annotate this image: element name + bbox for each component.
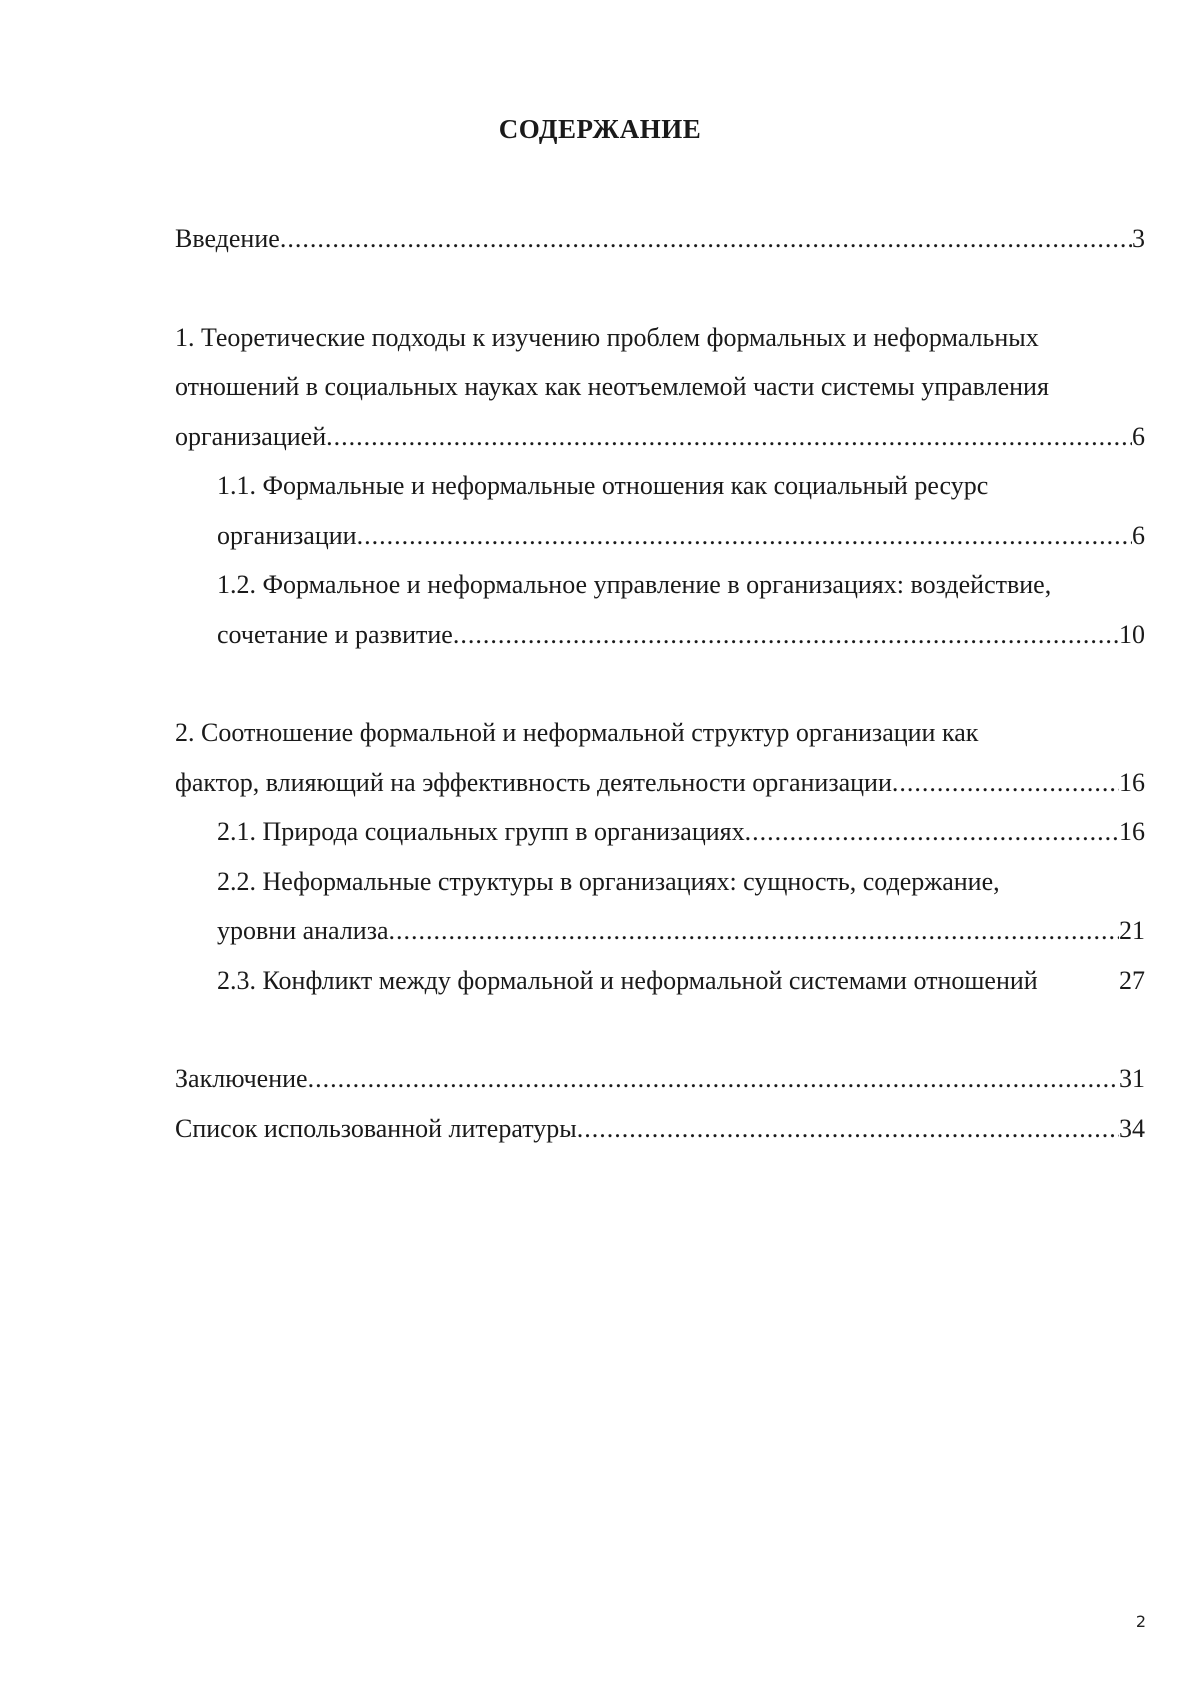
toc-entry-line	[175, 1054, 1145, 1104]
toc-page-number: 16	[1119, 767, 1145, 797]
toc-entry-bibliography[interactable]	[175, 1104, 1145, 1154]
toc-page-number: 27	[1119, 965, 1145, 995]
toc-entry-line	[175, 1104, 1145, 1154]
toc-entry-line	[175, 758, 1145, 808]
toc-entry-text: 1.1. Формальные и неформальные отношения как социальный ресурс	[217, 471, 989, 500]
toc-page-number: 3	[1132, 224, 1145, 253]
toc-entry-text: сочетание и развитие	[217, 619, 453, 649]
toc-entry-section-2-1[interactable]	[175, 807, 1145, 857]
toc-leader-dots	[308, 1054, 1119, 1104]
toc-entry-text: 2.1. Природа социальных групп в организациях	[217, 817, 745, 846]
toc-page-number: 6	[1132, 520, 1145, 550]
toc-entry-line	[175, 214, 1145, 264]
table-of-contents	[175, 214, 1145, 1153]
toc-entry-line	[217, 956, 1145, 1006]
toc-entry-text: организации	[217, 520, 357, 550]
toc-entry-section-2-2[interactable]	[175, 857, 1145, 956]
toc-page-number: 31	[1119, 1064, 1145, 1093]
toc-leader-dots	[326, 412, 1132, 462]
toc-title: СОДЕРЖАНИЕ	[498, 114, 702, 144]
page-number: 2	[1135, 1612, 1146, 1631]
toc-page-number: 6	[1132, 421, 1145, 451]
toc-entry-line	[217, 807, 1145, 857]
toc-entry-line	[175, 412, 1145, 462]
toc-entry-text: организацией	[175, 421, 327, 451]
toc-leader-dots	[577, 1104, 1119, 1154]
toc-entry-text: 2.3. Конфликт между формальной и неформальной системами отношений	[217, 965, 1038, 995]
toc-leader-dots	[357, 511, 1132, 561]
toc-entry-text: 2. Соотношение формальной и неформальной структур организации как	[175, 718, 979, 747]
toc-entry-text: фактор, влияющий на эффективность деятельности организации	[175, 767, 892, 797]
toc-entry-chapter-1[interactable]	[175, 313, 1145, 462]
toc-entry-conclusion[interactable]	[175, 1054, 1145, 1104]
toc-page-number: 34	[1119, 1113, 1145, 1143]
toc-entry-text: Введение	[175, 224, 280, 253]
toc-entry-text: 1.2. Формальное и неформальное управление в организациях: воздействие,	[217, 570, 1052, 599]
toc-entry-section-1-1[interactable]	[175, 461, 1145, 560]
toc-entry-section-2-3[interactable]	[175, 956, 1145, 1006]
toc-leader-dots	[389, 906, 1119, 956]
toc-entry-section-1-2[interactable]	[175, 560, 1145, 659]
toc-page-number: 16	[1119, 817, 1145, 846]
toc-leader-dots	[453, 610, 1119, 660]
toc-entry-text: Список использованной литературы	[175, 1113, 577, 1143]
toc-leader-dots	[745, 807, 1119, 857]
toc-entry-text: Заключение	[175, 1064, 308, 1093]
toc-page-number: 10	[1119, 619, 1145, 649]
toc-entry-text: 2.2. Неформальные структуры в организациях: сущность, содержание,	[217, 866, 1000, 896]
toc-entry-text: 1. Теоретические подходы к изучению проблем формальных и неформальных отношений в социальных науках как неотъемлемой части системы управления	[175, 322, 1049, 401]
toc-entry-introduction[interactable]	[175, 214, 1145, 264]
toc-leader-dots	[892, 758, 1119, 808]
toc-entry-line	[217, 511, 1145, 561]
toc-entry-line	[217, 906, 1145, 956]
toc-entry-text: уровни анализа	[217, 916, 389, 945]
toc-page-number: 21	[1119, 916, 1145, 945]
toc-entry-line	[217, 610, 1145, 660]
toc-leader-dots	[280, 214, 1132, 264]
toc-entry-chapter-2[interactable]	[175, 708, 1145, 807]
